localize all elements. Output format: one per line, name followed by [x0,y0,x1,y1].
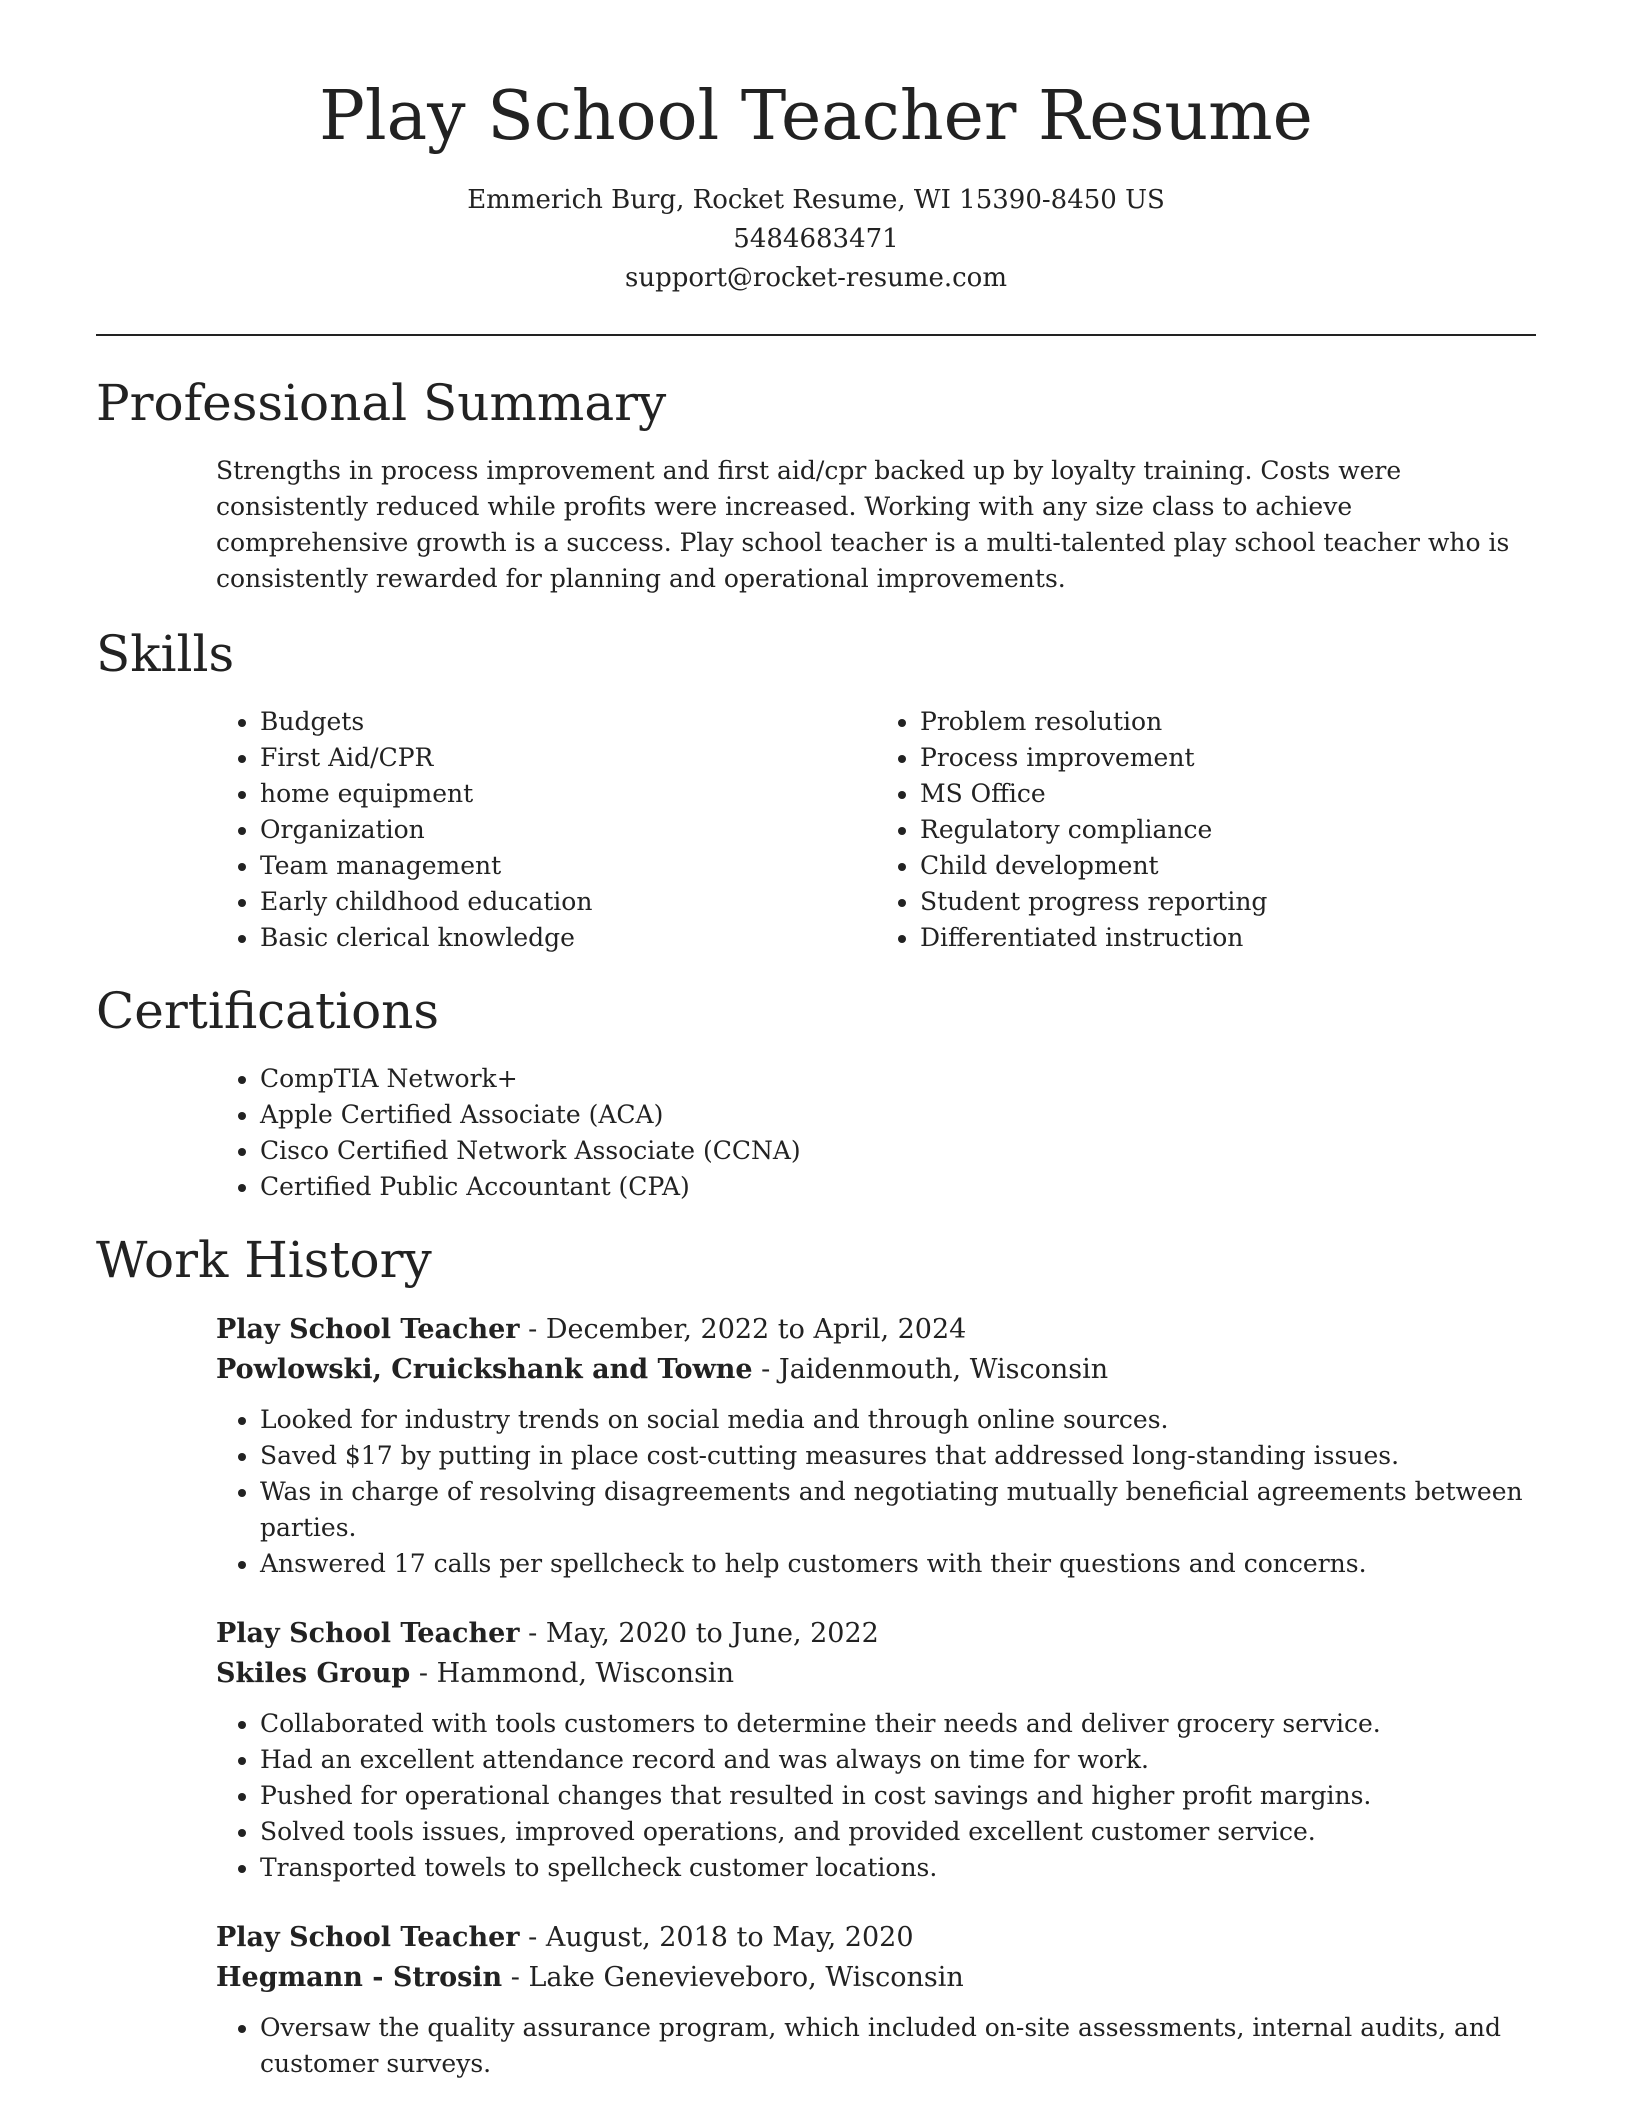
resume-title: Play School Teacher Resume [319,77,1313,156]
job-title: Play School Teacher [216,1921,520,1953]
job-title-line [216,1614,1536,1654]
job-bullet: • Saved $17 by putting in place cost-cutting measures that addressed long-standing issues. [260,1438,1536,1474]
contact-phone: 5484683471 [733,223,899,254]
job-bullet: • Solved tools issues, improved operations, and provided excellent customer service. [260,1814,1536,1850]
skill-item: • Early childhood education [260,884,876,920]
job-entry [216,1310,1536,1582]
job-company-line [216,1958,1536,1998]
work-history-section [96,1230,1536,2082]
job-company: Powlowski, Cruickshank and Towne [216,1353,753,1385]
skills-section [96,624,1536,956]
job-location: - Hammond, Wisconsin [410,1657,734,1689]
summary-heading: Professional Summary [96,373,667,432]
skill-item: • Differentiated instruction [920,920,1536,956]
certification-item: • CompTIA Network+ [260,1061,1536,1097]
job-title: Play School Teacher [216,1313,520,1345]
job-bullets [216,1402,1536,1582]
job-dates: - May, 2020 to June, 2022 [519,1617,879,1649]
job-bullet: • Looked for industry trends on social media and through online sources. [260,1402,1536,1438]
skill-item: • First Aid/CPR [260,740,876,776]
job-company-line [216,1350,1536,1390]
certification-item: • Certified Public Accountant (CPA) [260,1169,1536,1205]
contact-address: Emmerich Burg, Rocket Resume, WI 15390-8450 US [467,184,1165,215]
certifications-heading: Certifications [96,981,440,1040]
skills-list-right [876,704,1536,956]
job-bullet: • Oversaw the quality assurance program, which included on-site assessments, internal audits, and customer surveys. [260,2010,1536,2082]
skill-item: • Problem resolution [920,704,1536,740]
job-bullet: • Collaborated with tools customers to determine their needs and deliver grocery service. [260,1706,1536,1742]
header-divider [96,334,1536,336]
job-entry [216,1614,1536,1886]
resume-header [96,77,1536,298]
skill-item: • Organization [260,812,876,848]
job-title-line [216,1918,1536,1958]
job-bullet: • Had an excellent attendance record and was always on time for work. [260,1742,1536,1778]
work-history-heading: Work History [96,1230,432,1289]
certifications-section [96,981,1536,1205]
job-entry [216,1918,1536,2082]
skill-item: • Team management [260,848,876,884]
skill-item: • Budgets [260,704,876,740]
job-bullets [216,2010,1536,2082]
job-title-line [216,1310,1536,1350]
job-title: Play School Teacher [216,1617,520,1649]
skills-heading: Skills [96,624,235,683]
job-location: - Jaidenmouth, Wisconsin [752,1353,1109,1385]
job-dates: - August, 2018 to May, 2020 [519,1921,914,1953]
skill-item: • MS Office [920,776,1536,812]
skill-item: • Student progress reporting [920,884,1536,920]
job-bullet: • Was in charge of resolving disagreements and negotiating mutually beneficial agreements between parties. [260,1474,1536,1546]
summary-section [96,373,1536,597]
certification-item: • Cisco Certified Network Associate (CCNA) [260,1133,1536,1169]
job-company-line [216,1654,1536,1694]
certifications-list [216,1061,1536,1205]
job-location: - Lake Genevieveboro, Wisconsin [502,1961,964,1993]
job-bullets [216,1706,1536,1886]
skill-item: • Regulatory compliance [920,812,1536,848]
job-bullet: • Answered 17 calls per spellcheck to help customers with their questions and concerns. [260,1546,1536,1582]
job-bullet: • Transported towels to spellcheck customer locations. [260,1850,1536,1886]
job-dates: - December, 2022 to April, 2024 [519,1313,967,1345]
certification-item: • Apple Certified Associate (ACA) [260,1097,1536,1133]
skill-item: • Basic clerical knowledge [260,920,876,956]
skill-item: • Child development [920,848,1536,884]
job-company: Hegmann - Strosin [216,1961,503,1993]
skill-item: • Process improvement [920,740,1536,776]
job-company: Skiles Group [216,1657,411,1689]
contact-email: support@rocket-resume.com [624,262,1007,293]
skills-list-left [216,704,876,956]
skill-item: • home equipment [260,776,876,812]
job-bullet: • Pushed for operational changes that resulted in cost savings and higher profit margins. [260,1778,1536,1814]
summary-text: Strengths in process improvement and first aid/cpr backed up by loyalty training. Costs were consistently reduced while profits were increased. Working with any size class to achieve comprehensive growth is a success. Play school teacher is a multi-talented play school teacher who is consistently rewarded for planning and operational improvements. [216,455,1510,593]
